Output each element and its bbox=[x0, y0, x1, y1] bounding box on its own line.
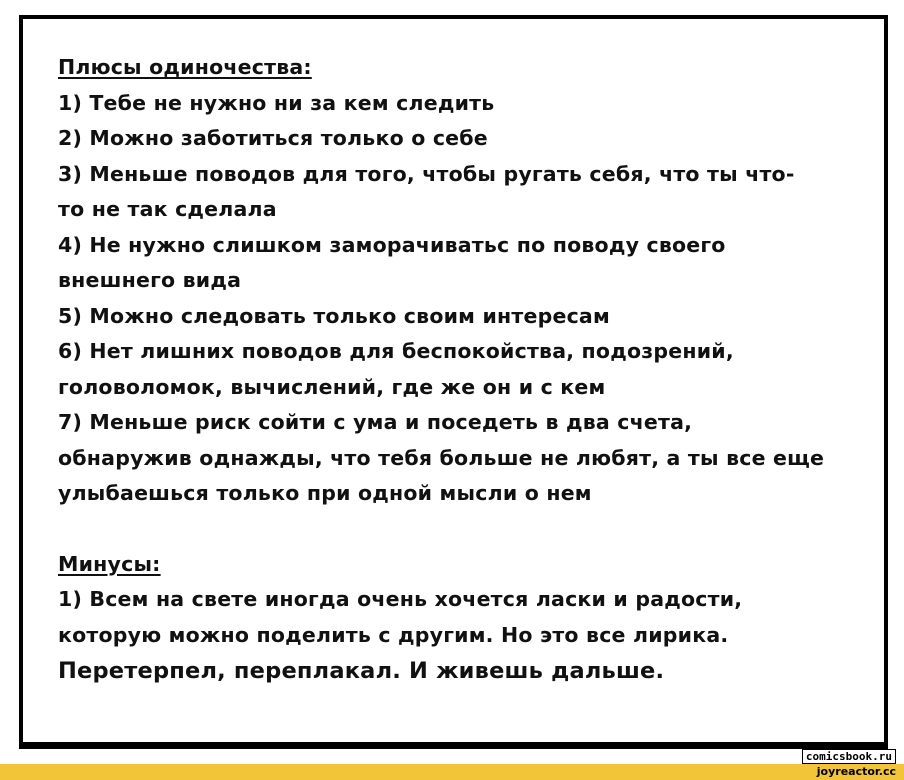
panel-bottom-rule bbox=[19, 746, 888, 749]
plus-line: 3) Меньше поводов для того, чтобы ругать себя, что ты что- bbox=[58, 161, 795, 186]
heading-plus: Плюсы одиночества: bbox=[58, 55, 312, 79]
minus-line: Перетерпел, переплакал. И живешь дальше. bbox=[58, 658, 665, 684]
joyreactor-strip bbox=[0, 764, 904, 780]
plus-line: 4) Не нужно слишком заморачиватьс по поводу своего bbox=[58, 232, 726, 257]
plus-line: улыбаешься только при одной мысли о нем bbox=[58, 481, 592, 505]
plus-line: обнаружив однажды, что тебя больше не любят, а ты все еще bbox=[58, 445, 825, 470]
plus-line: 6) Нет лишних поводов для беспокойства, подозрений, bbox=[58, 339, 734, 363]
plus-line: 1) Тебе не нужно ни за кем следить bbox=[58, 90, 495, 115]
plus-line: головоломок, вычислений, где же он и с кем bbox=[58, 374, 606, 399]
minus-line: которую можно поделить с другим. Но это все лирика. bbox=[58, 622, 729, 647]
plus-line: 7) Меньше риск сойти с ума и поседеть в два счета, bbox=[58, 410, 693, 434]
section-gap bbox=[58, 512, 868, 547]
text-content bbox=[58, 50, 868, 690]
minus-line: 1) Всем на свете иногда очень хочется ласки и радости, bbox=[58, 587, 743, 611]
heading-minus: Минусы: bbox=[58, 551, 161, 576]
plus-line: то не так сделала bbox=[58, 197, 277, 221]
plus-line: 5) Можно следовать только своим интересам bbox=[58, 303, 610, 328]
plus-line: 2) Можно заботиться только о себе bbox=[58, 126, 488, 150]
joyreactor-watermark: joyreactor.cc bbox=[816, 765, 896, 778]
comicsbook-watermark: comicsbook.ru bbox=[802, 749, 896, 764]
plus-line: внешнего вида bbox=[58, 268, 242, 292]
